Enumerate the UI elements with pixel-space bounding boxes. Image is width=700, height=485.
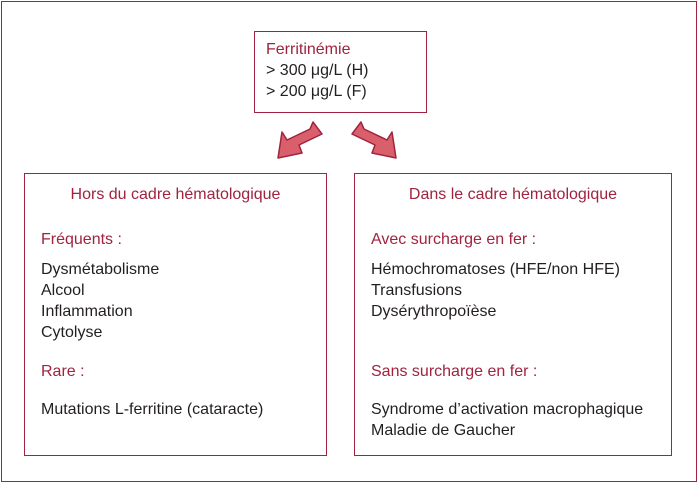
threshold-women: > 200 μg/L (F) [266, 83, 367, 100]
left-arrow-icon [268, 118, 328, 164]
list-item: Alcool [41, 282, 85, 299]
frequents-heading: Fréquents : [41, 231, 122, 248]
ferritinemie-title: Ferritinémie [266, 41, 351, 58]
rare-list [41, 399, 263, 420]
frequents-list [41, 259, 159, 343]
hors-cadre-box [24, 173, 327, 456]
avec-surcharge-heading: Avec surcharge en fer : [371, 231, 537, 248]
hors-cadre-title: Hors du cadre hématologique [70, 186, 281, 203]
sans-surcharge-section [371, 361, 537, 382]
avec-surcharge-list [371, 259, 620, 322]
sans-surcharge-heading: Sans surcharge en fer : [371, 363, 538, 380]
list-item: Maladie de Gaucher [371, 422, 516, 439]
list-item: Inflammation [41, 303, 133, 320]
avec-surcharge-section [371, 229, 536, 250]
rare-heading: Rare : [41, 363, 85, 380]
rare-section [41, 361, 85, 382]
list-item: Syndrome d’activation macrophagique [371, 401, 644, 418]
list-item: Dysmétabolisme [41, 261, 160, 278]
list-item: Hémochromatoses (HFE/non HFE) [371, 261, 620, 278]
sans-surcharge-list [371, 399, 643, 441]
list-item: Cytolyse [41, 324, 103, 341]
list-item: Mutations L-ferritine (cataracte) [41, 401, 264, 418]
frequents-section [41, 229, 122, 250]
right-arrow-icon [346, 118, 406, 164]
threshold-men: > 300 μg/L (H) [266, 62, 369, 79]
dans-cadre-box [354, 173, 672, 456]
list-item: Transfusions [371, 282, 462, 299]
ferritinemie-box [254, 31, 427, 113]
list-item: Dysérythropoïèse [371, 303, 497, 320]
dans-cadre-title: Dans le cadre hématologique [408, 186, 618, 203]
